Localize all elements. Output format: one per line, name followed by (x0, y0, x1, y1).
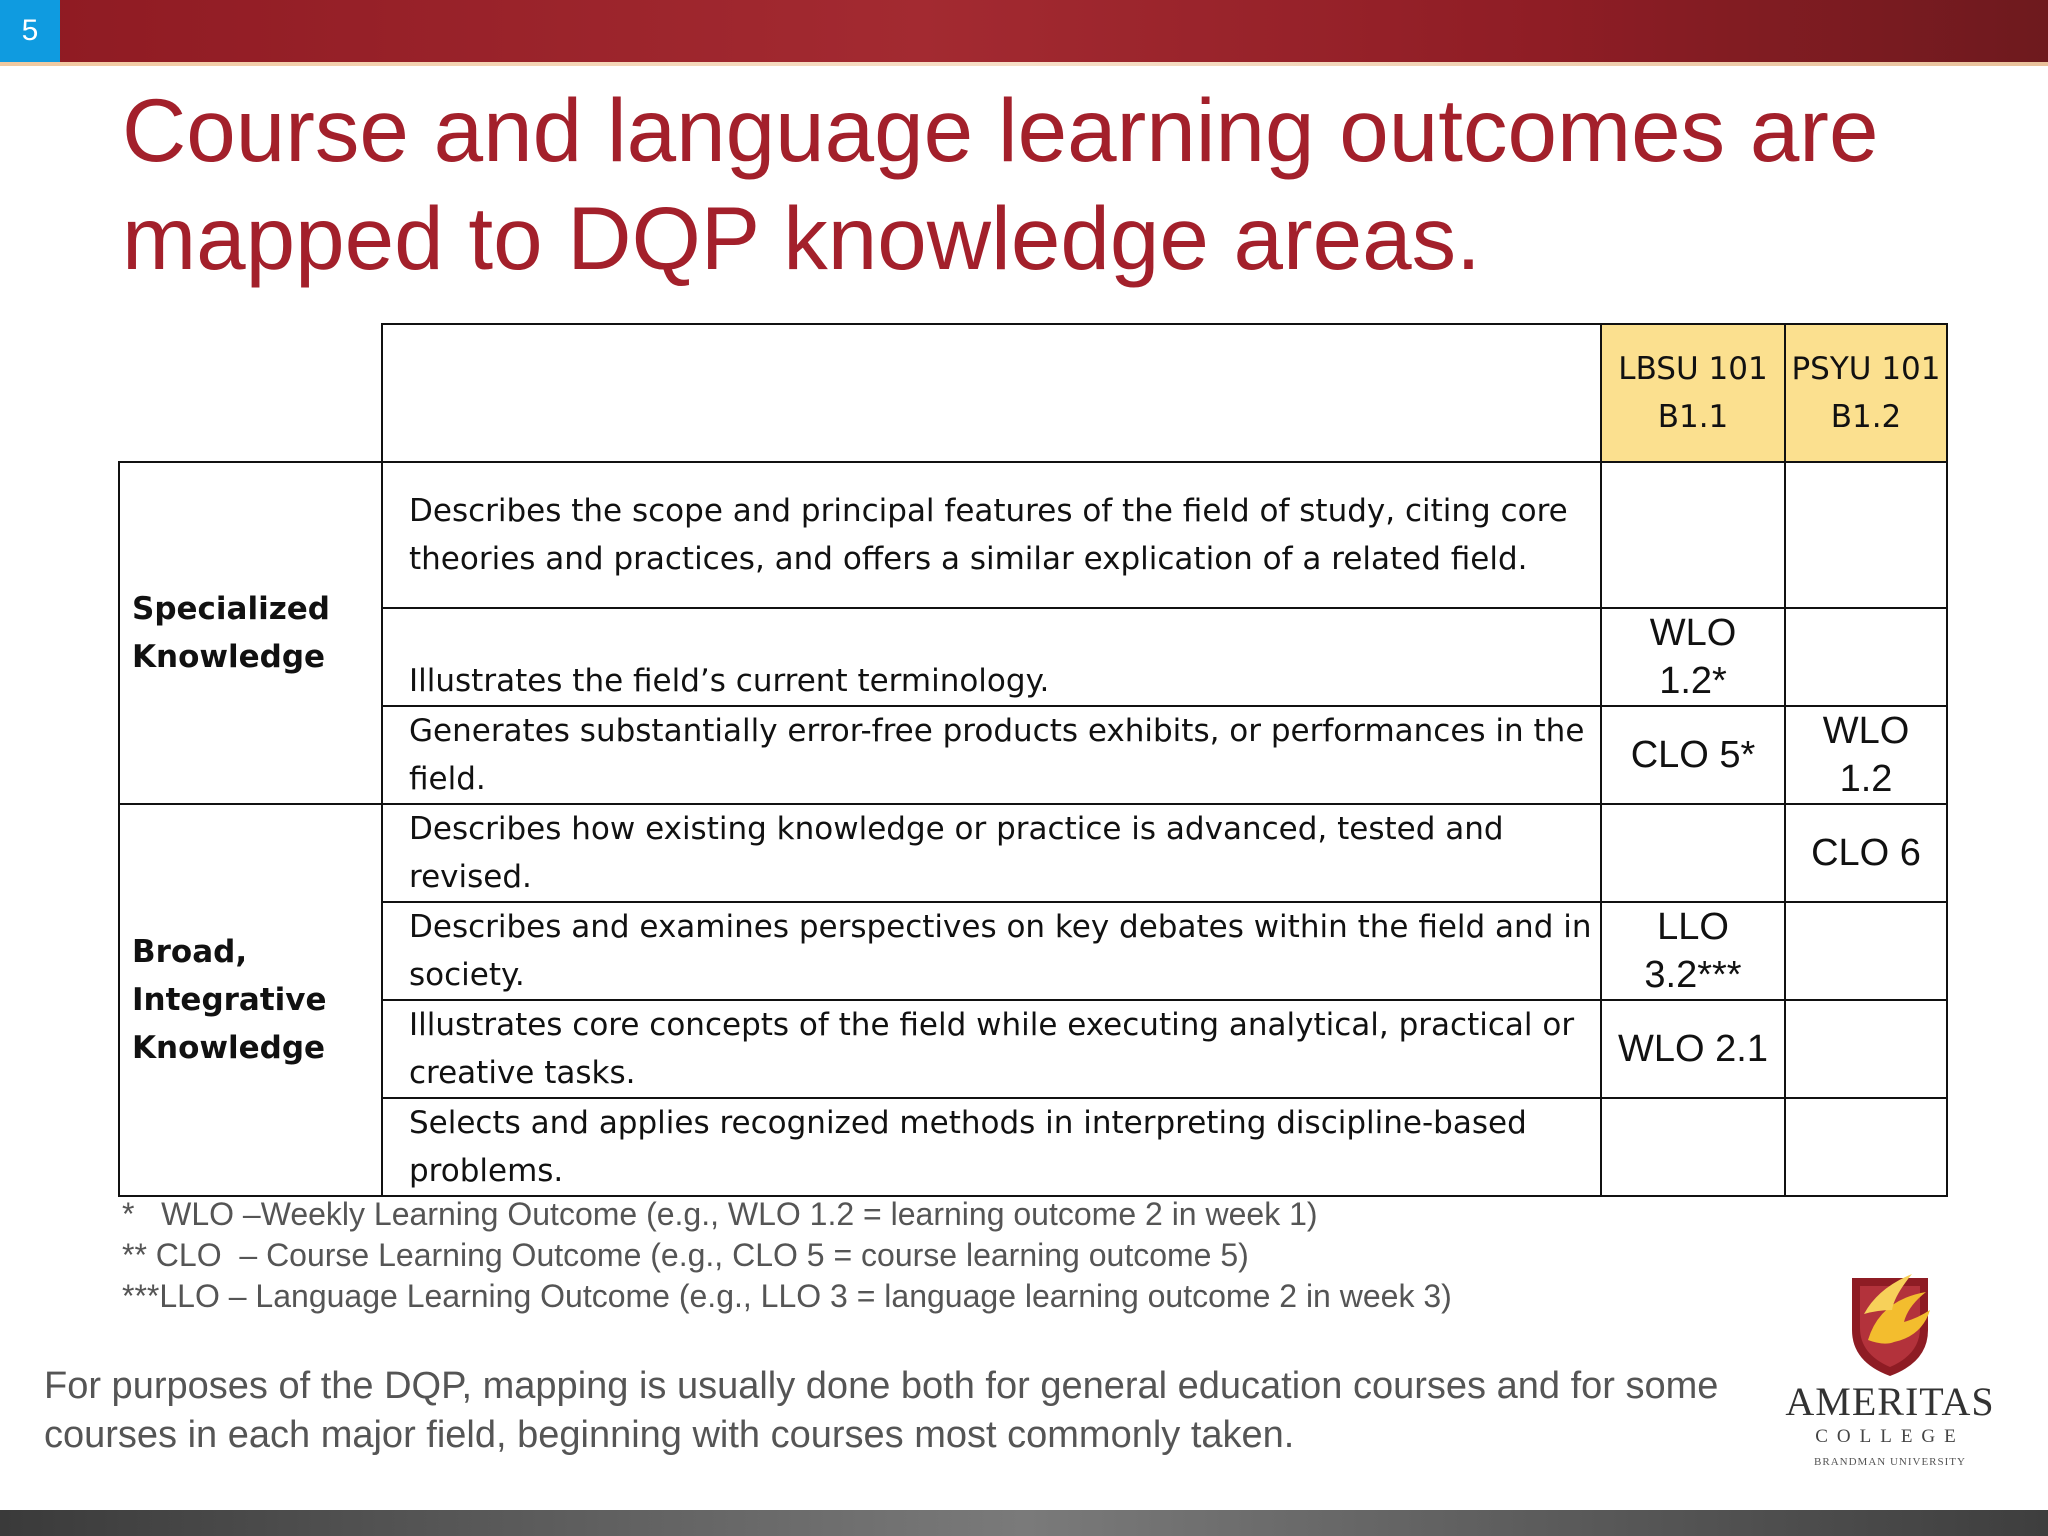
table-row (119, 462, 1947, 608)
footnote-wlo: * WLO –Weekly Learning Outcome (e.g., WLO 1.2 = learning outcome 2 in week 1) (122, 1196, 1318, 1232)
outcome-description: Describes how existing knowledge or practice is advanced, tested and revised. (382, 804, 1601, 902)
ameritas-logo (1780, 1270, 2000, 1470)
table-row (119, 1000, 1947, 1098)
bottom-banner (0, 1510, 2048, 1536)
outcome-description: Illustrates core concepts of the field while executing analytical, practical or creative tasks. (382, 1000, 1601, 1098)
mapping-cell (1785, 902, 1947, 1000)
outcome-description: Describes the scope and principal features of the field of study, citing core theories and practices, and offers a similar explication of a related field. (382, 462, 1601, 608)
bottom-note: For purposes of the DQP, mapping is usually done both for general education courses and for some courses in each major field, beginning with courses most commonly taken. (44, 1365, 1719, 1456)
table-header-blank (382, 324, 1601, 462)
table-row (119, 902, 1947, 1000)
mapping-cell: CLO 6 (1785, 804, 1947, 902)
mapping-cell (1601, 1098, 1785, 1196)
table-corner (119, 324, 382, 462)
mapping-cell (1785, 1000, 1947, 1098)
footnote-clo: ** CLO – Course Learning Outcome (e.g., CLO 5 = course learning outcome 5) (122, 1237, 1249, 1273)
logo-college: COLLEGE (1815, 1426, 1965, 1447)
mapping-cell: WLO 1.2 (1785, 706, 1947, 804)
footnotes (122, 1194, 1622, 1317)
table-row (119, 608, 1947, 706)
column-header-lbsu: LBSU 101 B1.1 (1601, 324, 1785, 462)
mapping-cell (1601, 804, 1785, 902)
mapping-cell: WLO 2.1 (1601, 1000, 1785, 1098)
mapping-cell: LLO 3.2*** (1601, 902, 1785, 1000)
slide-number: 5 (0, 0, 60, 62)
mapping-cell (1601, 462, 1785, 608)
area-specialized-knowledge: Specialized Knowledge (119, 462, 382, 804)
mapping-cell (1785, 1098, 1947, 1196)
mapping-cell: CLO 5* (1601, 706, 1785, 804)
footnote-llo: ***LLO – Language Learning Outcome (e.g., LLO 3 = language learning outcome 2 in week 3) (122, 1278, 1452, 1314)
outcome-description: Illustrates the field’s current terminology. (382, 608, 1601, 706)
outcome-mapping-table (118, 323, 1948, 1197)
column-header-psyu: PSYU 101 B1.2 (1785, 324, 1947, 462)
logo-name: AMERITAS (1785, 1379, 1995, 1424)
top-banner (0, 0, 2048, 62)
table-row (119, 706, 1947, 804)
mapping-cell (1785, 462, 1947, 608)
outcome-description: Generates substantially error-free products exhibits, or performances in the field. (382, 706, 1601, 804)
table-header-row (119, 324, 1947, 462)
slide-title: Course and language learning outcomes are mapped to DQP knowledge areas. (122, 80, 1879, 288)
table-row (119, 1098, 1947, 1196)
outcome-description: Selects and applies recognized methods in interpreting discipline-based problems. (382, 1098, 1601, 1196)
mapping-cell: WLO 1.2* (1601, 608, 1785, 706)
logo-university: BRANDMAN UNIVERSITY (1814, 1456, 1966, 1468)
outcome-description: Describes and examines perspectives on key debates within the field and in society. (382, 902, 1601, 1000)
eagle-shield-icon (1838, 1270, 1942, 1380)
area-broad-integrative-knowledge: Broad, Integrative Knowledge (119, 804, 382, 1196)
table-row (119, 804, 1947, 902)
mapping-cell (1785, 608, 1947, 706)
